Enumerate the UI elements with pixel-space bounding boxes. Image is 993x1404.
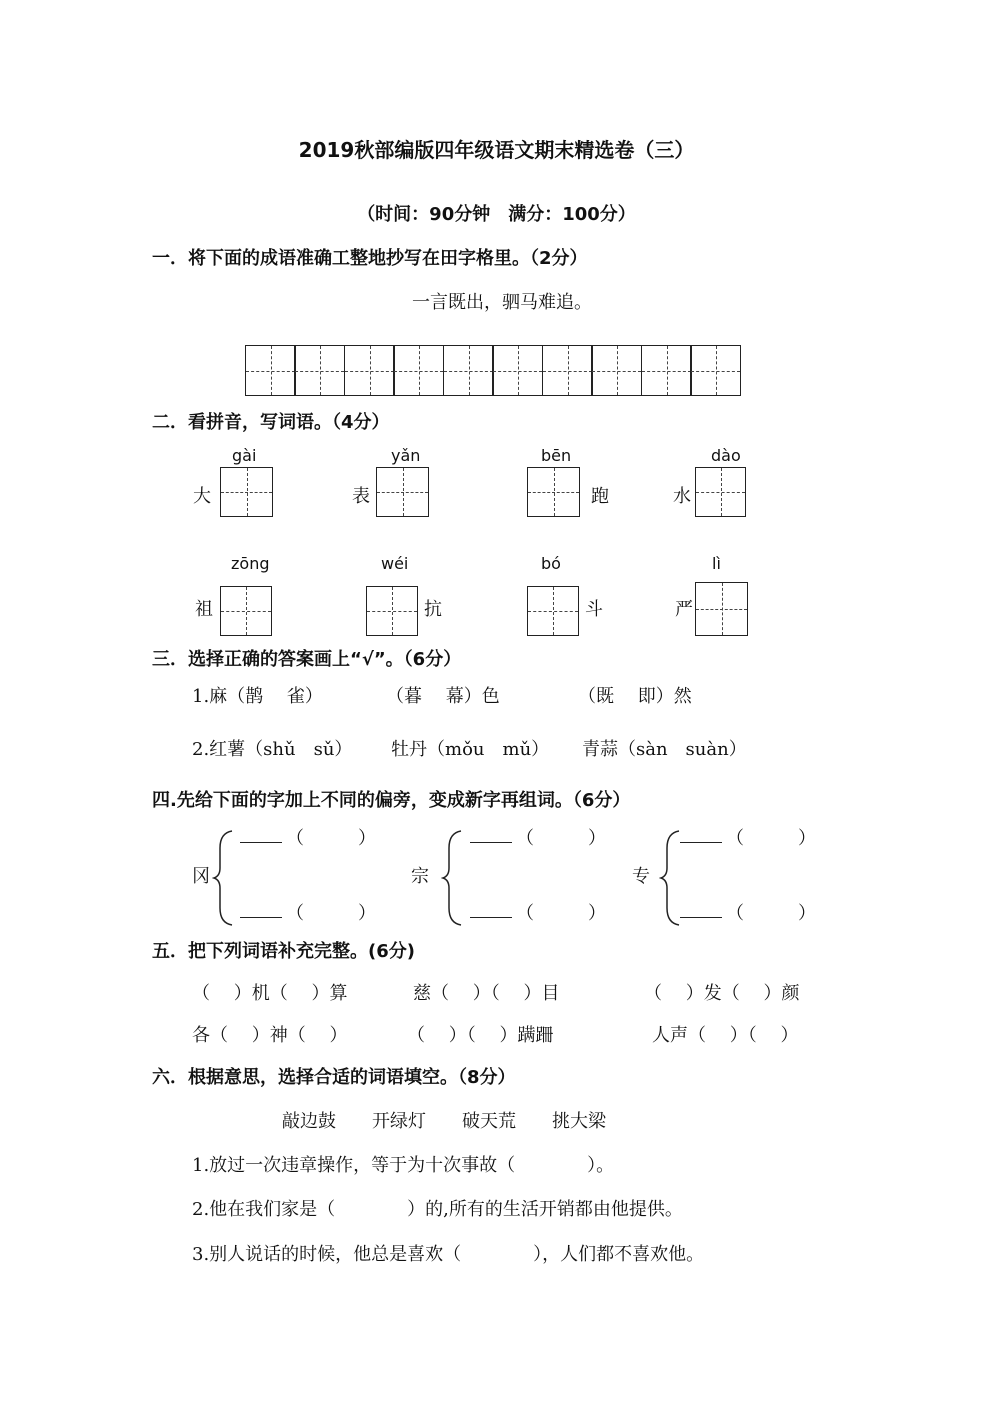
page-title: 2019秋部编版四年级语文期末精选卷（三） bbox=[298, 138, 695, 162]
tianzige-cell[interactable] bbox=[245, 345, 296, 396]
base-character: 专 bbox=[632, 866, 650, 887]
choice-item[interactable]: （既 即）然 bbox=[578, 686, 692, 707]
word-prefix: 表 bbox=[352, 486, 370, 507]
pinyin-answer-box[interactable] bbox=[376, 467, 429, 517]
pinyin-label: bēn bbox=[541, 446, 572, 465]
brace-icon bbox=[212, 828, 236, 928]
pinyin-answer-box[interactable] bbox=[695, 467, 746, 517]
tianzige-cell[interactable] bbox=[393, 345, 444, 396]
exam-info: （时间：90分钟 满分：100分） bbox=[357, 204, 636, 225]
fill-sentence-3[interactable]: 3.别人说话的时候，他总是喜欢（ ），人们都不喜欢他。 bbox=[192, 1244, 705, 1265]
word-option: 开绿灯 bbox=[372, 1111, 426, 1132]
answer-line[interactable] bbox=[680, 842, 722, 843]
answer-line[interactable] bbox=[240, 917, 282, 918]
word-prefix: 水 bbox=[673, 486, 691, 507]
choice-item[interactable]: 牡丹（mǒu mǔ） bbox=[391, 739, 550, 760]
fill-word-item[interactable]: （ ）机（ ）算 bbox=[192, 983, 348, 1004]
tianzige-cell[interactable] bbox=[294, 345, 345, 396]
fill-word-item[interactable]: 人声（ ）（ ） bbox=[652, 1025, 799, 1046]
answer-paren[interactable]: （ ） bbox=[516, 828, 606, 849]
pinyin-label: lì bbox=[712, 554, 721, 573]
section-4-heading: 四.先给下面的字加上不同的偏旁，变成新字再组词。（6分） bbox=[152, 790, 631, 811]
section-2-heading: 二．看拼音，写词语。（4分） bbox=[152, 412, 390, 433]
section-3-heading: 三．选择正确的答案画上“√”。（6分） bbox=[152, 649, 462, 670]
pinyin-answer-box[interactable] bbox=[527, 467, 580, 517]
fill-sentence-2[interactable]: 2.他在我们家是（ ）的,所有的生活开销都由他提供。 bbox=[192, 1199, 683, 1220]
tianzige-cell[interactable] bbox=[542, 345, 593, 396]
base-character: 冈 bbox=[192, 866, 210, 887]
answer-paren[interactable]: （ ） bbox=[286, 828, 376, 849]
word-suffix: 抗 bbox=[424, 599, 442, 620]
answer-paren[interactable]: （ ） bbox=[286, 903, 376, 924]
word-suffix: 斗 bbox=[585, 599, 603, 620]
fill-sentence-1[interactable]: 1.放过一次违章操作，等于为十次事故（ ）。 bbox=[192, 1155, 615, 1176]
pinyin-label: dào bbox=[711, 446, 741, 465]
word-option: 破天荒 bbox=[462, 1111, 516, 1132]
pinyin-label: wéi bbox=[381, 554, 409, 573]
pinyin-answer-box[interactable] bbox=[527, 586, 579, 636]
answer-line[interactable] bbox=[240, 842, 282, 843]
word-prefix: 祖 bbox=[195, 599, 213, 620]
choice-item[interactable]: 2.红薯（shǔ sǔ） bbox=[192, 739, 353, 760]
tianzige-cell[interactable] bbox=[443, 345, 494, 396]
answer-line[interactable] bbox=[470, 842, 512, 843]
section-1-heading: 一．将下面的成语准确工整地抄写在田字格里。（2分） bbox=[152, 248, 588, 269]
answer-line[interactable] bbox=[470, 917, 512, 918]
pinyin-answer-box[interactable] bbox=[220, 586, 272, 636]
pinyin-answer-box[interactable] bbox=[695, 582, 748, 636]
word-option: 挑大梁 bbox=[552, 1111, 606, 1132]
choice-item[interactable]: 青蒜（sàn suàn） bbox=[582, 739, 747, 760]
brace-icon bbox=[441, 828, 465, 928]
idiom-text: 一言既出，驷马难追。 bbox=[412, 292, 592, 313]
word-option: 敲边鼓 bbox=[282, 1111, 336, 1132]
pinyin-label: yǎn bbox=[391, 446, 421, 465]
tianzige-cell[interactable] bbox=[591, 345, 642, 396]
base-character: 宗 bbox=[411, 866, 429, 887]
fill-word-item[interactable]: 各（ ）神（ ） bbox=[192, 1025, 348, 1046]
fill-word-item[interactable]: （ ）（ ）蹒跚 bbox=[407, 1025, 554, 1046]
pinyin-answer-box[interactable] bbox=[366, 586, 418, 636]
answer-paren[interactable]: （ ） bbox=[726, 903, 816, 924]
pinyin-label: zōng bbox=[231, 554, 270, 573]
section-5-heading: 五．把下列词语补充完整。(6分) bbox=[152, 941, 415, 962]
tianzige-cell[interactable] bbox=[492, 345, 543, 396]
answer-paren[interactable]: （ ） bbox=[516, 903, 606, 924]
fill-word-item[interactable]: （ ）发（ ）颜 bbox=[644, 983, 800, 1004]
answer-paren[interactable]: （ ） bbox=[726, 828, 816, 849]
answer-line[interactable] bbox=[680, 917, 722, 918]
choice-item[interactable]: （暮 幕）色 bbox=[386, 686, 500, 707]
tianzige-cell[interactable] bbox=[344, 345, 395, 396]
tianzige-cell[interactable] bbox=[690, 345, 741, 396]
word-suffix: 跑 bbox=[591, 486, 609, 507]
tianzige-cell[interactable] bbox=[641, 345, 692, 396]
brace-icon bbox=[659, 828, 683, 928]
pinyin-label: bó bbox=[541, 554, 561, 573]
fill-word-item[interactable]: 慈（ ）（ ）目 bbox=[413, 983, 560, 1004]
choice-item[interactable]: 1.麻（鹊 雀） bbox=[192, 686, 323, 707]
word-prefix: 严 bbox=[675, 599, 693, 620]
word-prefix: 大 bbox=[193, 486, 211, 507]
pinyin-label: gài bbox=[232, 446, 257, 465]
section-6-heading: 六．根据意思，选择合适的词语填空。（8分） bbox=[152, 1067, 516, 1088]
pinyin-answer-box[interactable] bbox=[220, 467, 273, 517]
